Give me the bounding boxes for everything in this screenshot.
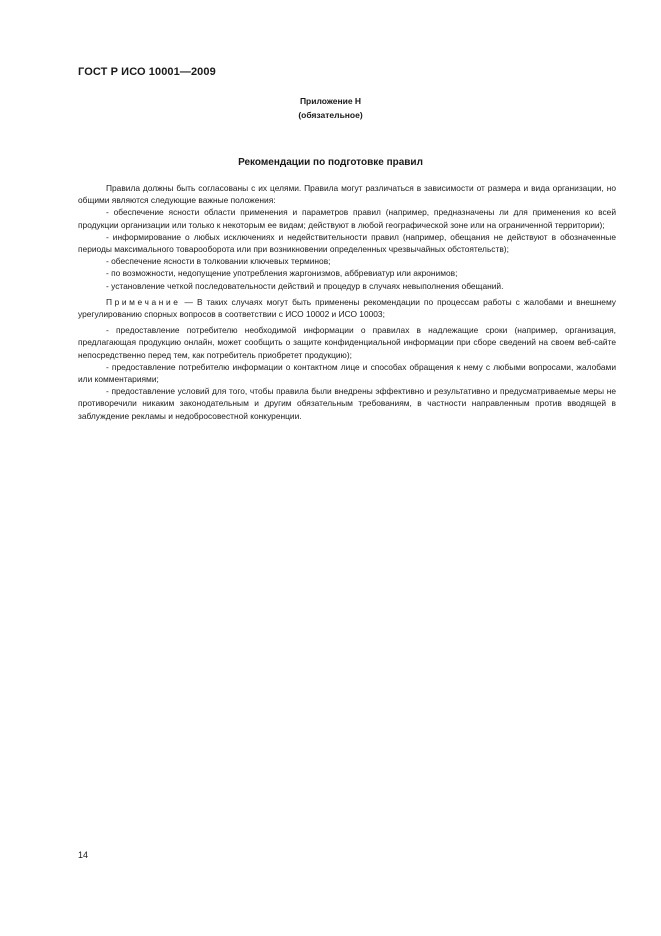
annex-title: Приложение Н <box>299 96 362 106</box>
annex-status: (обязательное) <box>298 110 363 120</box>
note-label: Примечание <box>106 296 181 307</box>
list-item: - по возможности, недопущение употребления жаргонизмов, аббревиатур или акронимов; <box>106 268 458 279</box>
note-text: — В таких случаях могут быть применены рекомендации по процессам работы с жалобами и внешнему урегулированию спорных вопросов в соответствии с ИСО 10002 и ИСО 10003; <box>78 296 616 320</box>
list-item: - информирование о любых исключениях и недействительности правил (например, обещания не действуют в обозначенные периоды максимального товарооборота или при возникновении определенных чрезвычайных обстоятельств); <box>78 231 616 255</box>
list-item: - предоставление потребителю необходимой информации о правилах в надлежащие сроки (например, организация, предлагающая продукцию онлайн, может сообщить о защите конфиденциальной информации при сборе сведений на своем веб-сайте непосредственно перед тем, как потребитель приобретет продукцию); <box>78 325 616 360</box>
document-code: ГОСТ Р ИСО 10001—2009 <box>78 66 216 78</box>
list-item: - предоставление потребителю информации о контактном лице и способах обращения к нему с любыми вопросами, жалобами или комментариями; <box>78 361 616 385</box>
list-item: - обеспечение ясности в толковании ключевых терминов; <box>106 256 331 267</box>
list-item: - обеспечение ясности области применения и параметров правил (например, предназначены ли для применения ко всей продукции организации или только к некоторым ее видам; действуют в любой географической зоне или на ограниченной территории); <box>78 207 616 230</box>
body-text <box>78 182 616 422</box>
intro-paragraph: Правила должны быть согласованы с их целями. Правила могут различаться в зависимости от размера и вида организации, но общими являются следующие важные положения: <box>78 183 616 206</box>
annex-heading <box>78 94 583 122</box>
note-paragraph <box>78 296 616 320</box>
list-item: - установление четкой последовательности действий и процедур в случаях невыполнения обещаний. <box>106 280 504 291</box>
list-item: - предоставление условий для того, чтобы правила были внедрены эффективно и результативно и предусматриваемые меры не противоречили никаким законодательным и другим обязательным требованиям, в частности направленным против вводящей в заблуждение рекламы и недобросовестной конкуренции. <box>78 386 616 421</box>
section-title: Рекомендации по подготовке правил <box>238 157 423 168</box>
page-number: 14 <box>78 850 89 860</box>
